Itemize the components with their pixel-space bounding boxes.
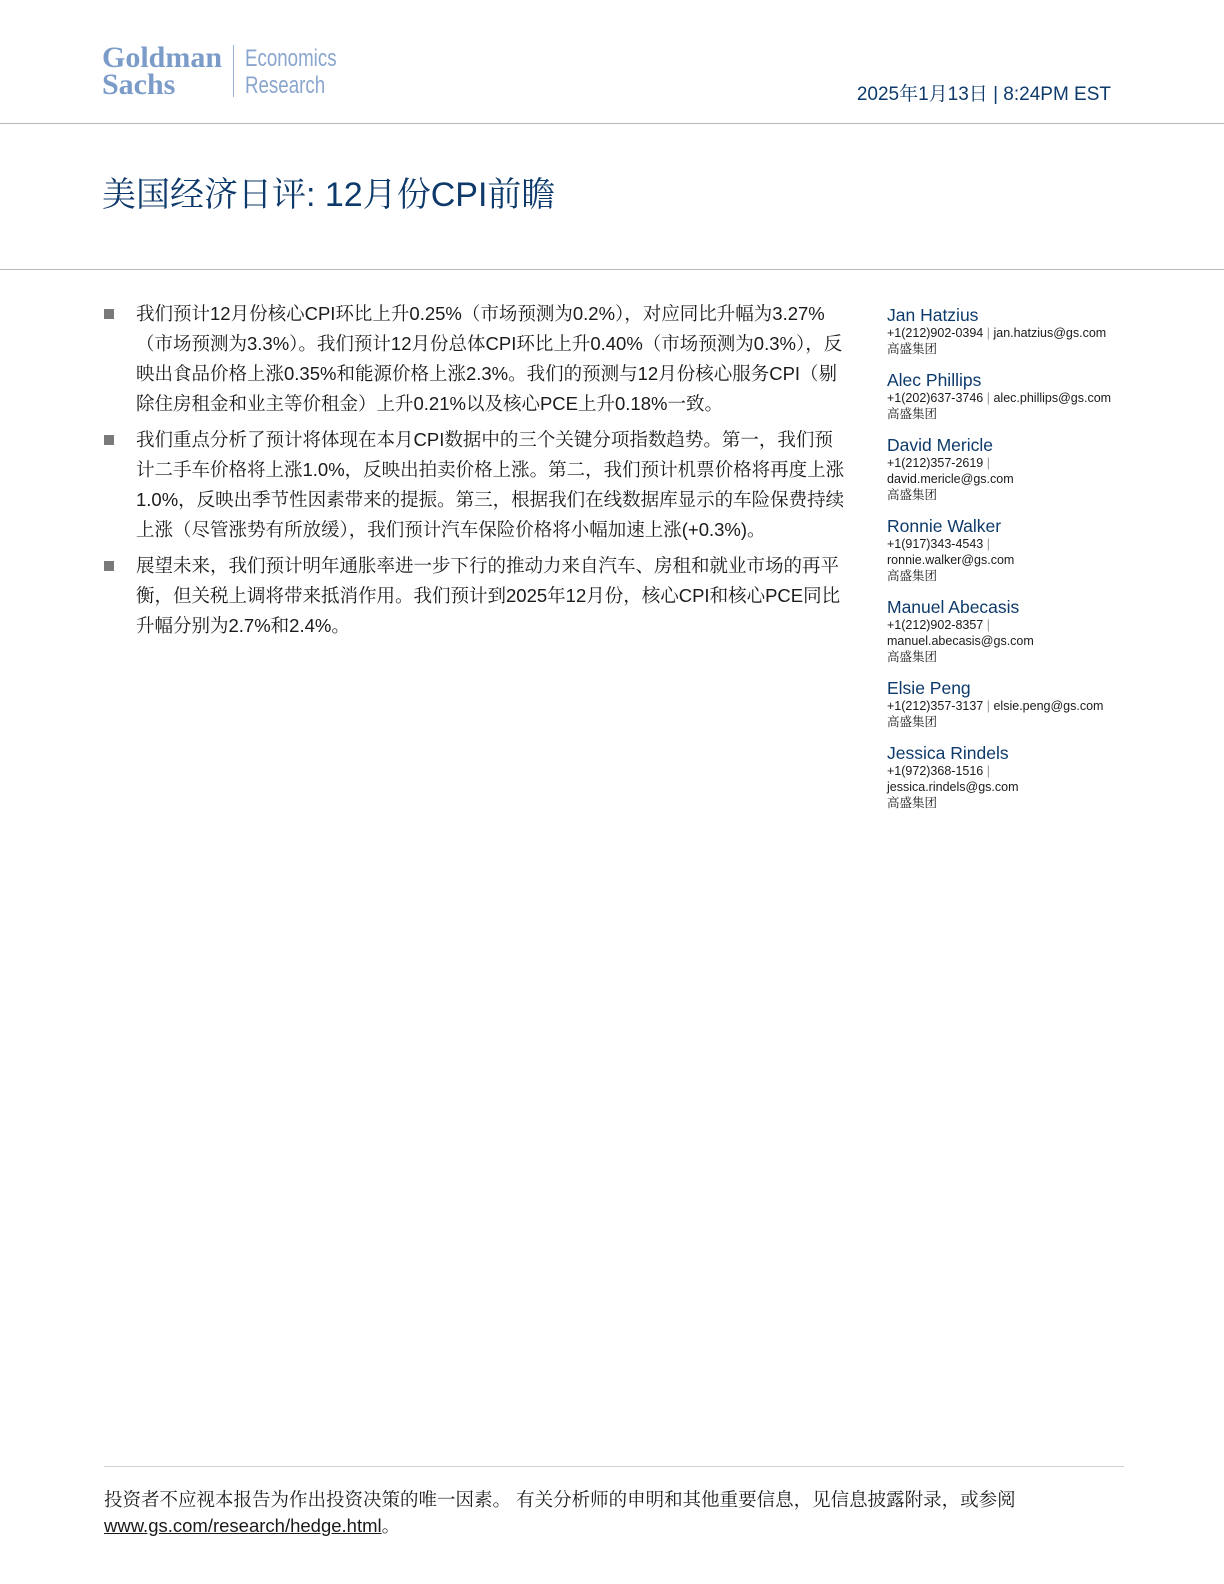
summary-bullet: 我们预计12月份核心CPI环比上升0.25%（市场预测为0.2%），对应同比升幅为3.27%（市场预测为3.3%）。我们预计12月份总体CPI环比上升0.40%（市场预测为0.3%），反映出食品价格上涨0.35%和能源价格上涨2.3%。我们的预测与12月份核心服务CPI（剔除住房租金和业主等价租金）上升0.21%以及核心PCE上升0.18%一致。 (104, 299, 848, 419)
logo-divider (233, 45, 234, 97)
summary-bullets (104, 299, 848, 647)
author-card (887, 516, 1137, 584)
summary-bullet: 展望未来，我们预计明年通胀率进一步下行的推动力来自汽车、房租和就业市场的再平衡，但关税上调将带来抵消作用。我们预计到2025年12月份，核心CPI和核心PCE同比升幅分别为2.7%和2.4%。 (104, 551, 848, 641)
author-email[interactable]: manuel.abecasis@gs.com (887, 634, 1034, 648)
disclaimer (104, 1487, 1124, 1539)
author-firm: 高盛集团 (887, 488, 938, 502)
author-email[interactable]: jessica.rindels@gs.com (887, 780, 1019, 794)
author-phone: +1(212)902-0394 (887, 326, 984, 340)
author-card (887, 435, 1137, 503)
author-card (887, 370, 1137, 422)
author-firm: 高盛集团 (887, 569, 938, 583)
author-phone: +1(212)357-2619 (887, 456, 984, 470)
logo-division-name: Economics Research (245, 45, 337, 99)
author-name: Manuel Abecasis (887, 597, 1020, 617)
author-phone: +1(212)357-3137 (887, 699, 984, 713)
author-contact: +1(212)902-8357 | (887, 618, 990, 632)
author-name: Ronnie Walker (887, 516, 1002, 536)
author-card (887, 597, 1137, 665)
logo-wordmark: Goldman Sachs (102, 41, 223, 101)
author-firm: 高盛集团 (887, 342, 938, 356)
author-contact: +1(212)357-2619 | (887, 456, 990, 470)
author-phone: +1(917)343-4543 (887, 537, 984, 551)
title-divider (0, 269, 1224, 270)
disclaimer-end: 。 (381, 1515, 401, 1536)
author-firm: 高盛集团 (887, 796, 938, 810)
author-card (887, 743, 1137, 811)
author-contact: +1(917)343-4543 | (887, 537, 990, 551)
author-phone: +1(972)368-1516 (887, 764, 984, 778)
publication-timestamp: 2025年1月13日 | 8:24PM EST (856, 84, 1111, 105)
author-firm: 高盛集团 (887, 650, 938, 664)
bullet-square-icon (104, 561, 114, 571)
author-name: David Mericle (887, 435, 993, 455)
author-firm: 高盛集团 (887, 715, 938, 729)
author-phone: +1(212)902-8357 (887, 618, 984, 632)
author-email[interactable]: jan.hatzius@gs.com (993, 326, 1107, 340)
author-phone: +1(202)637-3746 (887, 391, 984, 405)
author-contact: +1(212)357-3137 | elsie.peng@gs.com (887, 699, 1104, 713)
author-firm: 高盛集团 (887, 407, 938, 421)
author-name: Jan Hatzius (887, 305, 979, 325)
author-email[interactable]: ronnie.walker@gs.com (887, 553, 1015, 567)
author-card (887, 305, 1137, 357)
author-name: Alec Phillips (887, 370, 982, 390)
bullet-square-icon (104, 435, 114, 445)
author-name: Elsie Peng (887, 678, 971, 698)
author-card (887, 678, 1137, 730)
author-contact: +1(972)368-1516 | (887, 764, 990, 778)
bullet-square-icon (104, 309, 114, 319)
author-name: Jessica Rindels (887, 743, 1009, 763)
author-email[interactable]: david.mericle@gs.com (887, 472, 1014, 486)
header-divider (0, 123, 1224, 124)
disclaimer-text: 投资者不应视本报告为作出投资决策的唯一因素。 有关分析师的申明和其他重要信息，见信息披露附录，或参阅 (104, 1489, 1016, 1510)
disclosure-link[interactable]: www.gs.com/research/hedge.html (104, 1515, 382, 1536)
author-contact: +1(212)902-0394 | jan.hatzius@gs.com (887, 326, 1107, 340)
summary-bullet: 我们重点分析了预计将体现在本月CPI数据中的三个关键分项指数趋势。第一，我们预计二手车价格将上涨1.0%，反映出拍卖价格上涨。第二，我们预计机票价格将再度上涨1.0%，反映出季节性因素带来的提振。第三，根据我们在线数据库显示的车险保费持续上涨（尽管涨势有所放缓），我们预计汽车保险价格将小幅加速上涨(+0.3%)。 (104, 425, 848, 545)
report-title: 美国经济日评: 12月份CPI前瞻 (102, 176, 556, 214)
author-email[interactable]: elsie.peng@gs.com (993, 699, 1104, 713)
author-contact: +1(202)637-3746 | alec.phillips@gs.com (887, 391, 1112, 405)
author-list (887, 305, 1137, 824)
footer-divider (104, 1466, 1124, 1467)
author-email[interactable]: alec.phillips@gs.com (993, 391, 1112, 405)
